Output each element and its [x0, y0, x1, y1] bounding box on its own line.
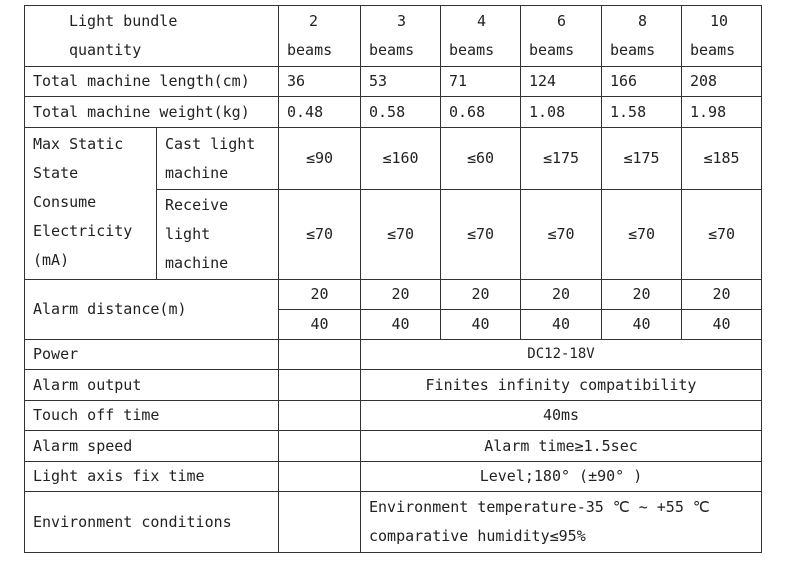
receive-label-line: light [165, 225, 211, 243]
alarm-distance-value: 40 [279, 310, 361, 340]
spec-table [24, 5, 762, 553]
alarm-distance-label: Alarm distance(m) [25, 280, 279, 340]
header-col-3 [361, 6, 441, 67]
power-empty-cell [279, 340, 361, 370]
consumption-label-line: State [33, 164, 79, 182]
receive-label [157, 190, 279, 280]
alarm-distance-row-1 [25, 280, 762, 310]
header-num: 4 [477, 12, 487, 30]
alarm-output-value: Finites infinity compatibility [361, 370, 762, 401]
weight-label: Total machine weight(kg) [25, 97, 279, 128]
environment-label: Environment conditions [25, 492, 279, 553]
header-col-6 [521, 6, 602, 67]
alarm-speed-empty-cell [279, 431, 361, 462]
header-num: 8 [638, 12, 648, 30]
header-label-line1: Light bundle [69, 12, 178, 30]
touch-off-empty-cell [279, 401, 361, 431]
axis-fix-empty-cell [279, 462, 361, 492]
alarm-distance-value: 20 [682, 280, 762, 310]
touch-off-label: Touch off time [25, 401, 279, 431]
header-num: 10 [710, 12, 729, 30]
alarm-output-empty-cell [279, 370, 361, 401]
header-unit: beams [287, 41, 333, 59]
header-unit: beams [529, 41, 575, 59]
axis-fix-value: Level;180° (±90° ) [361, 462, 762, 492]
environment-row [25, 492, 762, 553]
header-col-2 [279, 6, 361, 67]
consumption-label-line: Consume [33, 193, 97, 211]
receive-value: ≤70 [361, 190, 441, 280]
receive-value: ≤70 [441, 190, 521, 280]
alarm-speed-value: Alarm time≥1.5sec [361, 431, 762, 462]
environment-value [361, 492, 762, 553]
cast-value: ≤185 [682, 128, 762, 190]
length-label: Total machine length(cm) [25, 67, 279, 97]
consumption-label-line: Electricity [33, 222, 133, 240]
header-col-10 [682, 6, 762, 67]
consumption-cast-row [25, 128, 762, 190]
environment-empty-cell [279, 492, 361, 553]
cast-label [157, 128, 279, 190]
alarm-distance-value: 40 [602, 310, 682, 340]
alarm-distance-value: 20 [279, 280, 361, 310]
environment-value-line: comparative humidity≤95% [369, 527, 586, 545]
alarm-output-label: Alarm output [25, 370, 279, 401]
cast-label-line: Cast light [165, 134, 256, 153]
length-value: 36 [279, 67, 361, 97]
alarm-output-row [25, 370, 762, 401]
weight-value: 1.58 [602, 97, 682, 128]
header-label-line2: quantity [69, 41, 142, 59]
length-value: 124 [521, 67, 602, 97]
environment-value-line: Environment temperature-35 ℃ ~ +55 ℃ [369, 498, 710, 516]
cast-value: ≤60 [441, 128, 521, 190]
alarm-distance-value: 20 [602, 280, 682, 310]
cast-value: ≤175 [521, 128, 602, 190]
alarm-distance-value: 40 [441, 310, 521, 340]
consumption-label [25, 128, 157, 280]
header-unit: beams [369, 41, 415, 59]
touch-off-value: 40ms [361, 401, 762, 431]
cast-label-line: machine [165, 163, 229, 182]
header-col-8 [602, 6, 682, 67]
cast-value: ≤90 [279, 128, 361, 190]
length-value: 208 [682, 67, 762, 97]
receive-label-line: machine [165, 254, 229, 272]
alarm-distance-value: 40 [521, 310, 602, 340]
alarm-distance-value: 40 [682, 310, 762, 340]
touch-off-row [25, 401, 762, 431]
power-value: DC12-18V [361, 340, 762, 370]
header-num: 6 [557, 12, 567, 30]
weight-row [25, 97, 762, 128]
cast-value: ≤175 [602, 128, 682, 190]
axis-fix-label: Light axis fix time [25, 462, 279, 492]
header-num: 2 [309, 12, 319, 30]
header-unit: beams [690, 41, 736, 59]
receive-value: ≤70 [602, 190, 682, 280]
length-value: 71 [441, 67, 521, 97]
receive-value: ≤70 [682, 190, 762, 280]
header-col-4 [441, 6, 521, 67]
header-num: 3 [397, 12, 407, 30]
alarm-speed-row [25, 431, 762, 462]
weight-value: 1.08 [521, 97, 602, 128]
receive-value: ≤70 [279, 190, 361, 280]
header-unit: beams [449, 41, 495, 59]
power-label: Power [25, 340, 279, 370]
consumption-label-line: Max Static [33, 135, 124, 153]
weight-value: 0.68 [441, 97, 521, 128]
cast-value: ≤160 [361, 128, 441, 190]
alarm-distance-value: 20 [441, 280, 521, 310]
power-row [25, 340, 762, 370]
weight-value: 0.58 [361, 97, 441, 128]
alarm-speed-label: Alarm speed [25, 431, 279, 462]
alarm-distance-value: 20 [361, 280, 441, 310]
length-row [25, 67, 762, 97]
length-value: 53 [361, 67, 441, 97]
alarm-distance-value: 20 [521, 280, 602, 310]
alarm-distance-value: 40 [361, 310, 441, 340]
consumption-label-line: (mA) [33, 251, 70, 269]
header-label-cell [25, 6, 279, 67]
receive-value: ≤70 [521, 190, 602, 280]
length-value: 166 [602, 67, 682, 97]
header-unit: beams [610, 41, 656, 59]
receive-label-line: Receive [165, 196, 229, 214]
weight-value: 1.98 [682, 97, 762, 128]
weight-value: 0.48 [279, 97, 361, 128]
axis-fix-row [25, 462, 762, 492]
header-row [25, 6, 762, 67]
